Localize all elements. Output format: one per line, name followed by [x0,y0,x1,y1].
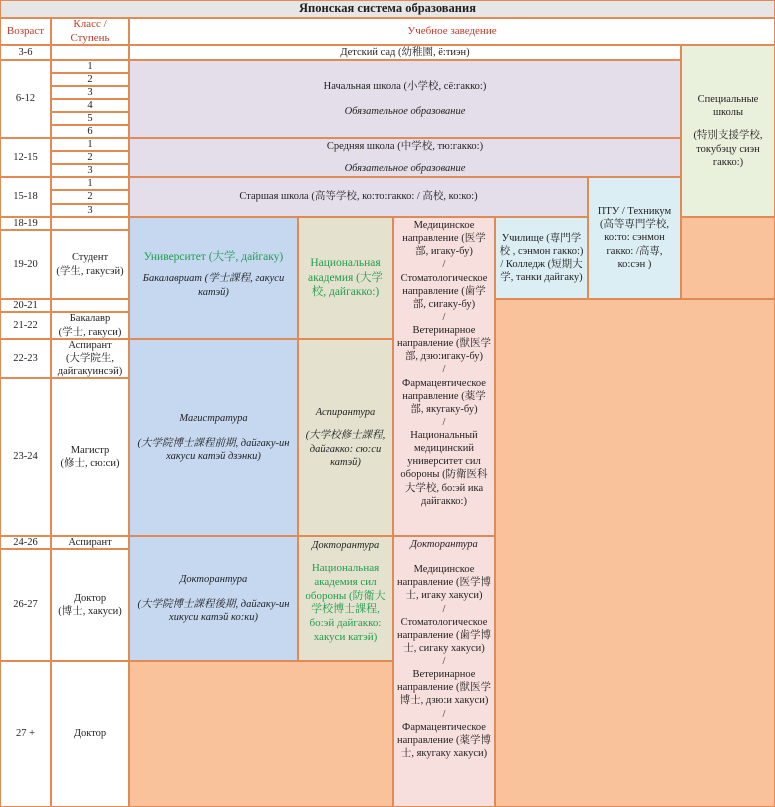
degree-doctor-2: Доктор [51,661,129,807]
grade-middle-3: 3 [51,164,129,177]
medical-doctorate-separator-1: / [442,603,446,615]
university-name: Университет (大学, дайгаку) [143,251,284,263]
degree-student-label: Студент [71,252,109,264]
filler-bottom-left [129,661,393,807]
elementary-school-note: Обязательное образование [344,106,466,117]
medical-doctorate [393,536,495,807]
medical-directions [393,217,495,536]
university-master-jp: (大学院博士課程前期, дайгаку-ин хакуси катэй дзэнки) [137,437,290,463]
degree-aspirant-jp: (大学院生, дайгакуинсэй) [57,352,123,378]
degree-aspirant [51,339,129,378]
grade-elementary-2: 2 [51,73,129,86]
ptu-technikum [588,177,681,299]
university-doctorate-jp: (大学院博士課程後期, дайгаку-ин хикуси катэй ко:ки) [137,598,290,624]
degree-master [51,378,129,536]
degree-student-jp: (学生, гакусэй) [56,265,124,277]
national-academy: Национальная академия (大学校, дайгакко:) [298,217,393,339]
age-24-26: 24-26 [0,536,51,549]
page-title: Японская система образования [0,0,775,18]
medical-direction-5: Национальный медицинский университет сил обороны (防衛医科大学校, бо:эй ика дайгакко:) [400,430,488,507]
degree-master-jp: (修士, сю:си) [60,458,120,469]
middle-school-name: Средняя школа (中学校, тю:гакко:) [326,140,484,152]
degree-doctor-label: Доктор [73,592,107,604]
academy-aspirantura-jp: (大学校修士課程, дайгакко: сю:си катэй) [305,430,386,468]
university-master [129,339,298,536]
grade-kindergarten [51,45,129,60]
academy-aspirantura-title: Аспирантура [315,407,376,419]
academy-aspirantura [298,339,393,536]
middle-school-note: Обязательное образование [344,163,466,174]
university-master-title: Магистратура [179,412,248,424]
ptu-technikum-jp: (高等専門学校, ко:то: сэнмон гакко: /高専, ко:сэн ) [599,219,670,270]
academy-doctorantura-title: Докторантура [311,540,380,551]
special-schools-name: Специальные школы [697,94,759,119]
age-6-12: 6-12 [0,60,51,138]
high-school: Старшая школа (高等学校, ко:то:гакко: / 高校, ко:ко:) [129,177,588,217]
elementary-school-name: Начальная школа (小学校, сё:гакко:) [323,80,487,92]
grade-elementary-1: 1 [51,60,129,73]
university-bachelor-program: Бакалавриат (学士課程, гакуси катэй) [142,273,285,298]
header-age: Возраст [0,18,51,45]
medical-separator-3: / [442,364,446,376]
medical-doctorate-4: Фармацевтическое направление (薬学博士, якугаку хакуси) [397,721,491,759]
degree-bachelor-jp: (学士, гакуси) [58,326,122,338]
medical-direction-3: Ветеринарное направление (獣医学部, дзю:игаку-бу) [397,325,491,363]
grade-middle-2: 2 [51,151,129,164]
age-15-18: 15-18 [0,177,51,217]
grade-elementary-6: 6 [51,125,129,138]
age-18-19: 18-19 [0,217,51,230]
grade-18-19 [51,217,129,230]
degree-master-label: Магистр [70,444,110,456]
grade-high-3: 3 [51,204,129,217]
age-12-15: 12-15 [0,138,51,177]
medical-doctorate-separator-3: / [442,708,446,720]
age-19-20: 19-20 [0,230,51,299]
medical-doctorate-title: Докторантура [410,539,478,550]
grade-high-2: 2 [51,190,129,204]
university-doctorate [129,536,298,661]
age-27-plus: 27 + [0,661,51,807]
grade-elementary-4: 4 [51,99,129,112]
grade-elementary-5: 5 [51,112,129,125]
special-schools-jp: (特別支援学校, токубэцу сиэн гакко:) [693,130,763,168]
header-institution: Учебное заведение [129,18,775,45]
medical-direction-2: Стоматологическое направление (歯学部, сигаку-бу) [400,272,488,310]
medical-separator-1: / [442,259,446,271]
header-grade: Класс / Ступень [51,18,129,45]
defense-academy-name: Национальная академия сил обороны (防衛大学校博士課程, бо:эй дайгакко: хакуси катэй) [305,562,386,643]
grade-middle-1: 1 [51,138,129,151]
college: Училище (専門学校 , сэнмон гакко:) / Колледж (短期大学, танки дайгаку) [495,217,588,299]
degree-student [51,230,129,299]
degree-bachelor [51,312,129,339]
university-bachelor [129,217,298,339]
age-22-23: 22-23 [0,339,51,378]
medical-direction-4: Фармацевтическое направление (薬学部, якугаку-бу) [402,377,486,415]
medical-doctorate-2: Стоматологическое направление (歯学博士, сигаку хакуси) [397,616,491,654]
middle-school [129,138,681,177]
degree-bachelor-label: Бакалавр [69,313,111,325]
academy-doctorantura [298,536,393,661]
grade-high-1: 1 [51,177,129,190]
ptu-technikum-name: ПТУ / Техникум [597,206,672,218]
age-3-6: 3-6 [0,45,51,60]
age-21-22: 21-22 [0,312,51,339]
elementary-school [129,60,681,138]
special-schools [681,45,775,217]
medical-doctorate-separator-2: / [442,656,446,667]
age-26-27: 26-27 [0,549,51,661]
medical-doctorate-1: Медицинское направление (医学博士, игаку хакуси) [397,564,491,602]
medical-doctorate-3: Ветеринарное направление (獣医学博士, дзю:и хакуси) [397,669,491,707]
filler-right-top [681,217,775,299]
medical-separator-2: / [442,311,446,323]
degree-aspirant-2: Аспирант [51,536,129,549]
medical-separator-4: / [442,416,446,428]
degree-doctor [51,549,129,661]
grade-20-21 [51,299,129,312]
medical-direction-1: Медицинское направление (医学部, игаку-бу) [402,220,486,258]
degree-aspirant-label: Аспирант [68,339,112,351]
degree-doctor-jp: (博士, хакуси) [58,606,122,617]
university-doctorate-title: Докторантура [179,573,248,585]
grade-elementary-3: 3 [51,86,129,99]
age-20-21: 20-21 [0,299,51,312]
kindergarten: Детский сад (幼稚園, ё:тиэн) [129,45,681,60]
filler-right [495,299,775,807]
age-23-24: 23-24 [0,378,51,536]
